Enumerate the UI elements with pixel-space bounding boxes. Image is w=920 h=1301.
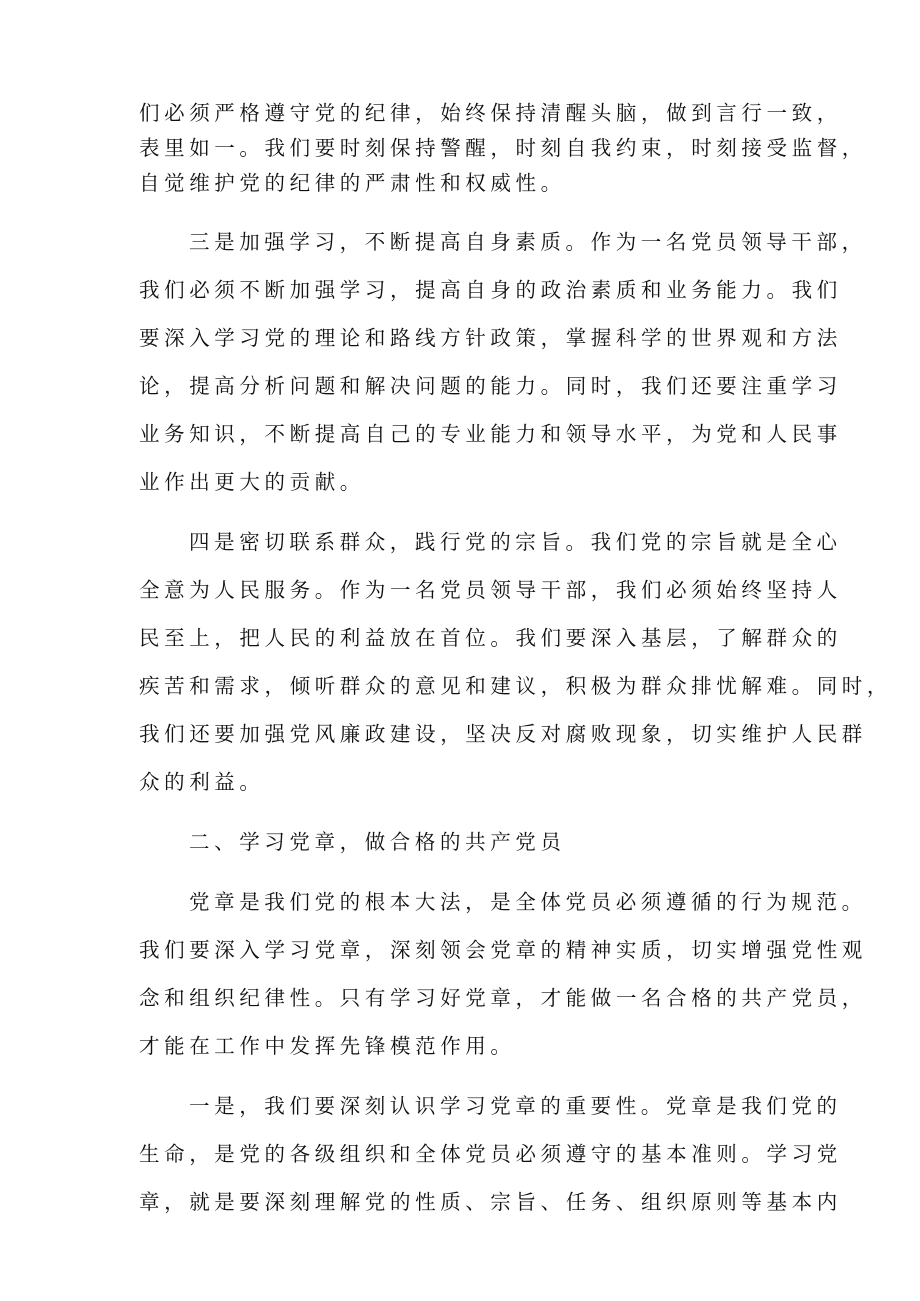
text-line: 自觉维护党的纪律的严肃性和权威性。 xyxy=(139,171,566,195)
text-line: 一是，我们要深刻认识学习党章的重要性。党章是我们党的 xyxy=(189,1094,842,1118)
text-line: 四是密切联系群众，践行党的宗旨。我们党的宗旨就是全心 xyxy=(189,530,842,554)
text-line: 们必须严格遵守党的纪律，始终保持清醒头脑，做到言行一致， xyxy=(139,101,842,125)
text-line: 才能在工作中发挥先锋模范作用。 xyxy=(139,1034,516,1058)
section-heading: 二、学习党章，做合格的共产党员 xyxy=(189,830,566,854)
text-line: 党章是我们党的根本大法，是全体党员必须遵循的行为规范。 xyxy=(189,890,867,914)
text-line: 业务知识，不断提高自己的专业能力和领导水平，为党和人民事 xyxy=(139,422,842,446)
text-line: 论，提高分析问题和解决问题的能力。同时，我们还要注重学习 xyxy=(139,374,842,398)
text-line: 我们要深入学习党章，深刻领会党章的精神实质，切实增强党性观 xyxy=(139,938,867,962)
text-line: 三是加强学习，不断提高自身素质。作为一名党员领导干部， xyxy=(189,230,867,254)
text-line: 表里如一。我们要时刻保持警醒，时刻自我约束，时刻接受监督， xyxy=(139,136,867,160)
text-line: 要深入学习党的理论和路线方针政策，掌握科学的世界观和方法 xyxy=(139,326,842,350)
text-line: 民至上，把人民的利益放在首位。我们要深入基层，了解群众的 xyxy=(139,626,842,650)
text-line: 全意为人民服务。作为一名党员领导干部，我们必须始终坚持人 xyxy=(139,578,842,602)
text-line: 我们还要加强党风廉政建设，坚决反对腐败现象，切实维护人民群 xyxy=(139,722,867,746)
text-line: 众的利益。 xyxy=(139,770,265,794)
text-line: 我们必须不断加强学习，提高自身的政治素质和业务能力。我们 xyxy=(139,278,842,302)
text-line: 念和组织纪律性。只有学习好党章，才能做一名合格的共产党员， xyxy=(139,986,867,1010)
document-page xyxy=(139,96,892,1226)
text-line: 疾苦和需求，倾听群众的意见和建议，积极为群众排忧解难。同时， xyxy=(139,674,892,698)
text-line: 业作出更大的贡献。 xyxy=(139,470,365,494)
text-line: 生命，是党的各级组织和全体党员必须遵守的基本准则。学习党 xyxy=(139,1142,842,1166)
text-line: 章，就是要深刻理解党的性质、宗旨、任务、组织原则等基本内 xyxy=(139,1190,842,1214)
